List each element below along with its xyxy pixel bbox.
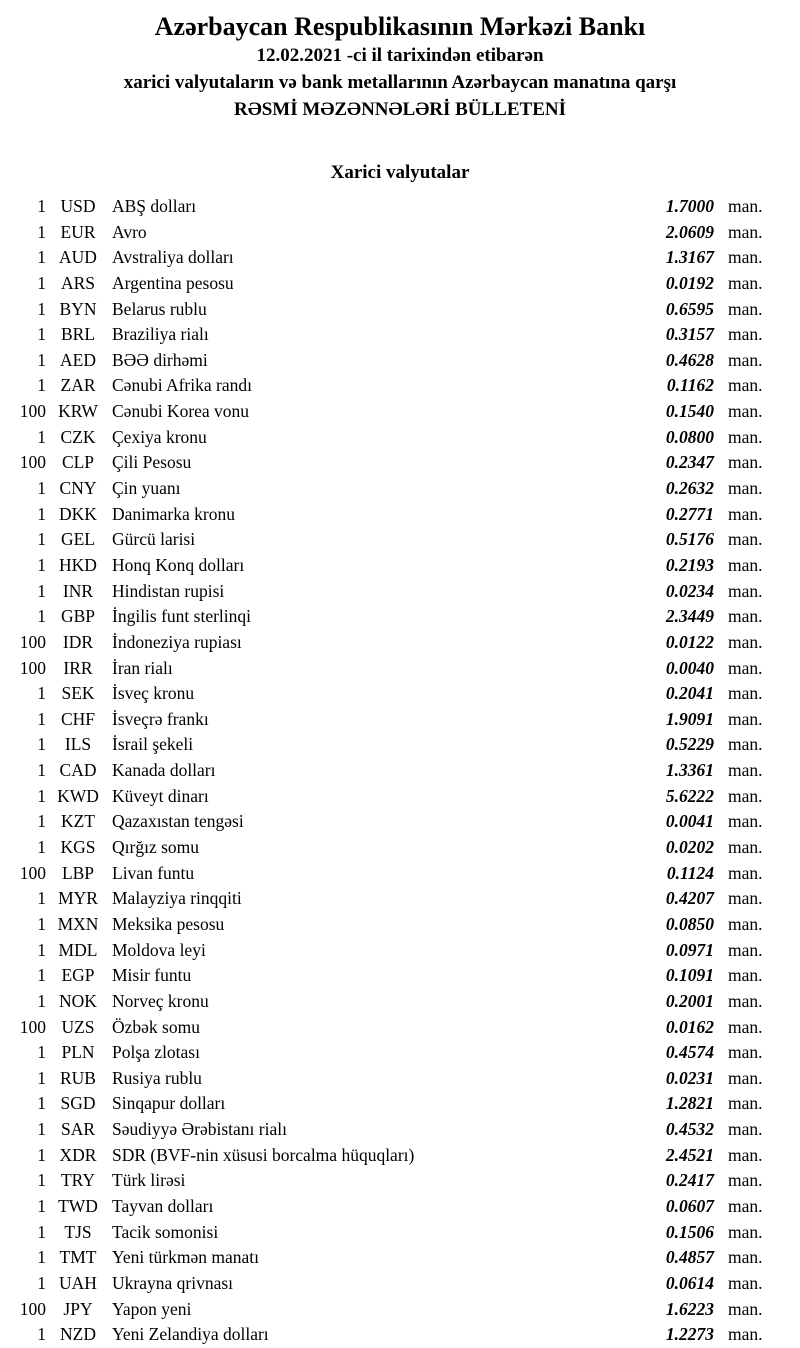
row-rate: 0.0850 [665, 913, 714, 934]
row-name: İsveçrə frankı [112, 708, 209, 729]
row-name: Küveyt dinarı [112, 785, 209, 806]
row-unit: man. [728, 1016, 763, 1037]
row-qty: 1 [37, 785, 46, 806]
row-qty: 1 [37, 990, 46, 1011]
table-row [0, 938, 800, 964]
row-unit: man. [728, 1324, 763, 1345]
table-row [0, 553, 800, 579]
row-rate: 1.7000 [665, 196, 714, 216]
row-qty: 1 [37, 426, 46, 447]
row-unit: man. [728, 554, 763, 575]
row-rate: 0.5229 [665, 734, 714, 755]
row-rate: 0.0192 [665, 272, 714, 293]
row-unit: man. [728, 196, 763, 216]
row-code: KRW [58, 401, 98, 422]
table-row [0, 1117, 800, 1143]
row-name: Çili Pesosu [112, 452, 192, 473]
row-rate: 1.3361 [665, 760, 714, 781]
row-unit: man. [728, 452, 763, 473]
row-code: EUR [60, 221, 96, 242]
row-code: TRY [60, 1170, 96, 1191]
row-name: Tayvan dolları [112, 1195, 214, 1216]
row-code: JPY [63, 1298, 93, 1319]
table-row [0, 579, 800, 605]
row-code: KGS [60, 837, 96, 858]
row-rate: 1.2821 [665, 1093, 714, 1114]
row-code: PLN [61, 1042, 95, 1063]
row-rate: 0.1091 [665, 965, 714, 986]
table-row [0, 271, 800, 297]
row-code: CLP [61, 452, 95, 473]
row-code: MYR [58, 888, 98, 909]
row-qty: 1 [37, 554, 46, 575]
row-name: Belarus rublu [112, 298, 207, 319]
row-name: Malayziya rinqqiti [112, 888, 242, 909]
row-unit: man. [728, 631, 763, 652]
row-code: LBP [61, 862, 95, 883]
table-row [0, 476, 800, 502]
row-name: İran rialı [112, 657, 173, 678]
row-code: AUD [59, 247, 97, 268]
row-qty: 1 [37, 1324, 46, 1345]
row-qty: 1 [37, 375, 46, 396]
row-code: INR [62, 580, 94, 601]
row-unit: man. [728, 1093, 763, 1114]
row-code: EGP [61, 965, 95, 986]
row-name: Polşa zlotası [112, 1042, 200, 1063]
row-code: ILS [64, 734, 92, 755]
row-qty: 1 [37, 837, 46, 858]
table-row [0, 1066, 800, 1092]
table-row [0, 989, 800, 1015]
row-rate: 0.4857 [665, 1247, 714, 1268]
row-code: XDR [59, 1144, 97, 1165]
row-qty: 1 [37, 196, 46, 216]
row-unit: man. [728, 1298, 763, 1319]
row-name: Ukrayna qrivnası [112, 1272, 234, 1293]
row-code: DKK [59, 503, 97, 524]
table-row [0, 784, 800, 810]
row-qty: 100 [19, 631, 46, 652]
row-name: Yapon yeni [112, 1298, 192, 1319]
row-rate: 0.0971 [665, 939, 714, 960]
row-code: BRL [60, 324, 96, 345]
row-qty: 1 [37, 272, 46, 293]
row-rate: 0.0041 [665, 811, 714, 832]
row-code: TMT [59, 1247, 97, 1268]
row-rate: 5.6222 [665, 785, 714, 806]
row-rate: 1.6223 [665, 1298, 714, 1319]
table-row [0, 1040, 800, 1066]
row-name: Səudiyyə Ərəbistanı rialı [112, 1119, 287, 1140]
row-rate: 0.5176 [665, 529, 714, 550]
row-name: Norveç kronu [112, 990, 209, 1011]
row-unit: man. [728, 1272, 763, 1293]
row-qty: 100 [19, 657, 46, 678]
row-unit: man. [728, 990, 763, 1011]
row-unit: man. [728, 1247, 763, 1268]
row-code: SEK [61, 683, 95, 704]
table-row [0, 630, 800, 656]
row-name: Moldova leyi [112, 939, 206, 960]
row-unit: man. [728, 1119, 763, 1140]
table-row [0, 1143, 800, 1169]
row-name: BƏƏ dirhəmi [112, 349, 208, 370]
row-qty: 1 [37, 1119, 46, 1140]
row-unit: man. [728, 272, 763, 293]
row-unit: man. [728, 221, 763, 242]
row-name: Çin yuanı [112, 478, 181, 499]
table-row [0, 194, 800, 220]
row-unit: man. [728, 913, 763, 934]
row-qty: 100 [19, 1298, 46, 1319]
row-code: USD [60, 196, 96, 216]
row-unit: man. [728, 657, 763, 678]
table-row [0, 732, 800, 758]
row-rate: 0.1162 [666, 375, 714, 396]
row-code: MXN [57, 913, 99, 934]
table-row [0, 1271, 800, 1297]
row-unit: man. [728, 247, 763, 268]
row-unit: man. [728, 298, 763, 319]
row-code: SAR [60, 1119, 96, 1140]
row-qty: 100 [19, 452, 46, 473]
row-qty: 1 [37, 888, 46, 909]
row-unit: man. [728, 1195, 763, 1216]
row-name: Rusiya rublu [112, 1067, 202, 1088]
row-unit: man. [728, 811, 763, 832]
row-unit: man. [728, 426, 763, 447]
rates-table [0, 194, 800, 1348]
row-code: KZT [60, 811, 96, 832]
row-name: Tacik somonisi [112, 1221, 219, 1242]
row-name: Yeni türkmən manatı [112, 1247, 259, 1268]
table-row [0, 527, 800, 553]
row-unit: man. [728, 324, 763, 345]
table-row [0, 245, 800, 271]
row-unit: man. [728, 708, 763, 729]
row-rate: 0.0607 [665, 1195, 714, 1216]
row-code: MDL [58, 939, 98, 960]
table-row [0, 809, 800, 835]
row-qty: 1 [37, 324, 46, 345]
row-code: IRR [63, 657, 93, 678]
row-name: Braziliya rialı [112, 324, 209, 345]
row-rate: 1.2273 [665, 1324, 714, 1345]
row-name: ABŞ dolları [112, 196, 197, 216]
row-name: Danimarka kronu [112, 503, 235, 524]
table-row [0, 348, 800, 374]
table-row [0, 861, 800, 887]
table-row [0, 425, 800, 451]
row-name: Sinqapur dolları [112, 1093, 226, 1114]
row-code: SGD [60, 1093, 96, 1114]
table-row [0, 1194, 800, 1220]
row-qty: 1 [37, 298, 46, 319]
row-qty: 100 [19, 401, 46, 422]
row-qty: 1 [37, 247, 46, 268]
row-rate: 0.1124 [666, 862, 714, 883]
row-qty: 1 [37, 1093, 46, 1114]
row-qty: 1 [37, 580, 46, 601]
row-code: KWD [57, 785, 99, 806]
row-code: CHF [60, 708, 96, 729]
row-qty: 1 [37, 529, 46, 550]
row-code: GEL [60, 529, 96, 550]
table-row [0, 1220, 800, 1246]
table-row [0, 220, 800, 246]
row-rate: 0.2771 [665, 503, 714, 524]
table-row [0, 450, 800, 476]
row-name: Çexiya kronu [112, 426, 207, 447]
row-qty: 1 [37, 965, 46, 986]
row-rate: 0.4532 [665, 1119, 714, 1140]
row-code: TWD [58, 1195, 98, 1216]
row-rate: 0.2041 [665, 683, 714, 704]
row-code: HKD [59, 554, 97, 575]
row-unit: man. [728, 734, 763, 755]
row-name: Honq Konq dolları [112, 554, 245, 575]
table-row [0, 373, 800, 399]
row-qty: 1 [37, 760, 46, 781]
row-unit: man. [728, 401, 763, 422]
table-row [0, 835, 800, 861]
table-row [0, 322, 800, 348]
table-row [0, 912, 800, 938]
row-qty: 1 [37, 1195, 46, 1216]
row-code: ZAR [60, 375, 96, 396]
row-code: NOK [59, 990, 97, 1011]
row-rate: 0.2347 [665, 452, 714, 473]
row-rate: 0.2632 [665, 478, 714, 499]
row-unit: man. [728, 760, 763, 781]
row-qty: 1 [37, 683, 46, 704]
row-name: Özbək somu [112, 1016, 200, 1037]
table-row [0, 1015, 800, 1041]
effective-date-line: 12.02.2021 -ci il tarixindən etibarən [256, 45, 544, 66]
row-rate: 0.2417 [665, 1170, 714, 1191]
table-row [0, 1168, 800, 1194]
row-qty: 1 [37, 1221, 46, 1242]
row-rate: 0.4574 [665, 1042, 714, 1063]
row-rate: 0.1506 [665, 1221, 714, 1242]
row-unit: man. [728, 1144, 763, 1165]
table-row [0, 399, 800, 425]
row-name: İsrail şekeli [112, 734, 194, 755]
row-code: CAD [59, 760, 97, 781]
row-rate: 0.2001 [665, 990, 714, 1011]
row-code: CZK [60, 426, 96, 447]
row-code: AED [60, 349, 96, 370]
row-qty: 1 [37, 221, 46, 242]
row-unit: man. [728, 683, 763, 704]
row-rate: 0.0614 [665, 1272, 714, 1293]
row-qty: 1 [37, 503, 46, 524]
section-title-foreign-currencies: Xarici valyutalar [330, 162, 470, 183]
row-name: Argentina pesosu [112, 272, 234, 293]
document-header [0, 0, 800, 123]
row-unit: man. [728, 939, 763, 960]
row-name: Türk lirəsi [112, 1170, 186, 1191]
row-rate: 0.0800 [665, 426, 714, 447]
row-name: Avro [112, 221, 147, 242]
row-qty: 1 [37, 1272, 46, 1293]
row-rate: 0.0202 [665, 837, 714, 858]
row-name: Meksika pesosu [112, 913, 225, 934]
row-qty: 1 [37, 913, 46, 934]
row-unit: man. [728, 478, 763, 499]
table-row [0, 656, 800, 682]
row-name: Hindistan rupisi [112, 580, 225, 601]
row-name: Livan funtu [112, 862, 195, 883]
row-qty: 1 [37, 708, 46, 729]
bulletin-title-line: RƏSMİ MƏZƏNNƏLƏRİ BÜLLETENİ [233, 99, 566, 120]
row-qty: 1 [37, 1170, 46, 1191]
row-name: Qazaxıstan tengəsi [112, 811, 244, 832]
row-name: Kanada dolları [112, 760, 216, 781]
row-rate: 0.1540 [665, 401, 714, 422]
row-qty: 1 [37, 1067, 46, 1088]
row-qty: 100 [19, 1016, 46, 1037]
table-row [0, 1322, 800, 1348]
row-qty: 100 [19, 862, 46, 883]
table-row [0, 1245, 800, 1271]
row-code: NZD [60, 1324, 96, 1345]
row-unit: man. [728, 375, 763, 396]
table-row [0, 681, 800, 707]
row-code: UAH [59, 1272, 97, 1293]
row-rate: 0.6595 [665, 298, 714, 319]
row-name: Avstraliya dolları [112, 247, 234, 268]
row-name: Misir funtu [112, 965, 192, 986]
row-code: ARS [60, 272, 96, 293]
row-unit: man. [728, 580, 763, 601]
row-name: SDR (BVF-nin xüsusi borcalma hüquqları) [112, 1144, 415, 1165]
row-unit: man. [728, 888, 763, 909]
row-qty: 1 [37, 811, 46, 832]
row-unit: man. [728, 837, 763, 858]
row-name: Gürcü larisi [112, 529, 196, 550]
row-rate: 1.9091 [665, 708, 714, 729]
row-unit: man. [728, 1042, 763, 1063]
row-unit: man. [728, 349, 763, 370]
row-qty: 1 [37, 1042, 46, 1063]
row-code: GBP [60, 606, 96, 627]
bank-name-title: Azərbaycan Respublikasının Mərkəzi Bankı [154, 12, 646, 41]
row-qty: 1 [37, 939, 46, 960]
row-rate: 2.0609 [665, 221, 714, 242]
row-name: Cənubi Afrika randı [112, 375, 252, 396]
row-rate: 0.4207 [665, 888, 714, 909]
row-qty: 1 [37, 606, 46, 627]
table-row [0, 963, 800, 989]
row-unit: man. [728, 785, 763, 806]
row-unit: man. [728, 965, 763, 986]
row-code: RUB [60, 1067, 96, 1088]
row-rate: 0.3157 [665, 324, 714, 345]
row-unit: man. [728, 606, 763, 627]
subject-line: xarici valyutaların və bank metallarının Azərbaycan manatına qarşı [123, 72, 677, 93]
table-row [0, 502, 800, 528]
table-row [0, 604, 800, 630]
row-unit: man. [728, 1067, 763, 1088]
row-rate: 1.3167 [665, 247, 714, 268]
row-rate: 2.3449 [665, 606, 714, 627]
row-rate: 0.0162 [665, 1016, 714, 1037]
row-name: İndoneziya rupiası [112, 631, 242, 652]
row-unit: man. [728, 1221, 763, 1242]
row-name: İngilis funt sterlinqi [112, 606, 252, 627]
row-rate: 2.4521 [665, 1144, 714, 1165]
row-code: TJS [64, 1221, 92, 1242]
row-qty: 1 [37, 1144, 46, 1165]
row-unit: man. [728, 1170, 763, 1191]
row-code: UZS [61, 1016, 95, 1037]
table-row [0, 886, 800, 912]
row-unit: man. [728, 862, 763, 883]
row-rate: 0.0234 [665, 580, 714, 601]
table-row [0, 297, 800, 323]
row-qty: 1 [37, 349, 46, 370]
row-rate: 0.0122 [665, 631, 714, 652]
row-unit: man. [728, 503, 763, 524]
table-row [0, 758, 800, 784]
row-rate: 0.0231 [665, 1067, 714, 1088]
row-name: Yeni Zelandiya dolları [112, 1324, 269, 1345]
table-row [0, 1297, 800, 1323]
row-code: IDR [62, 631, 94, 652]
row-qty: 1 [37, 734, 46, 755]
row-rate: 0.4628 [665, 349, 714, 370]
table-row [0, 707, 800, 733]
table-row [0, 1091, 800, 1117]
row-name: Cənubi Korea vonu [112, 401, 250, 422]
row-rate: 0.2193 [665, 554, 714, 575]
row-unit: man. [728, 529, 763, 550]
row-name: Qırğız somu [112, 837, 200, 858]
row-qty: 1 [37, 478, 46, 499]
row-qty: 1 [37, 1247, 46, 1268]
row-code: BYN [59, 298, 97, 319]
row-rate: 0.0040 [665, 657, 714, 678]
row-code: CNY [59, 478, 97, 499]
row-name: İsveç kronu [112, 683, 195, 704]
